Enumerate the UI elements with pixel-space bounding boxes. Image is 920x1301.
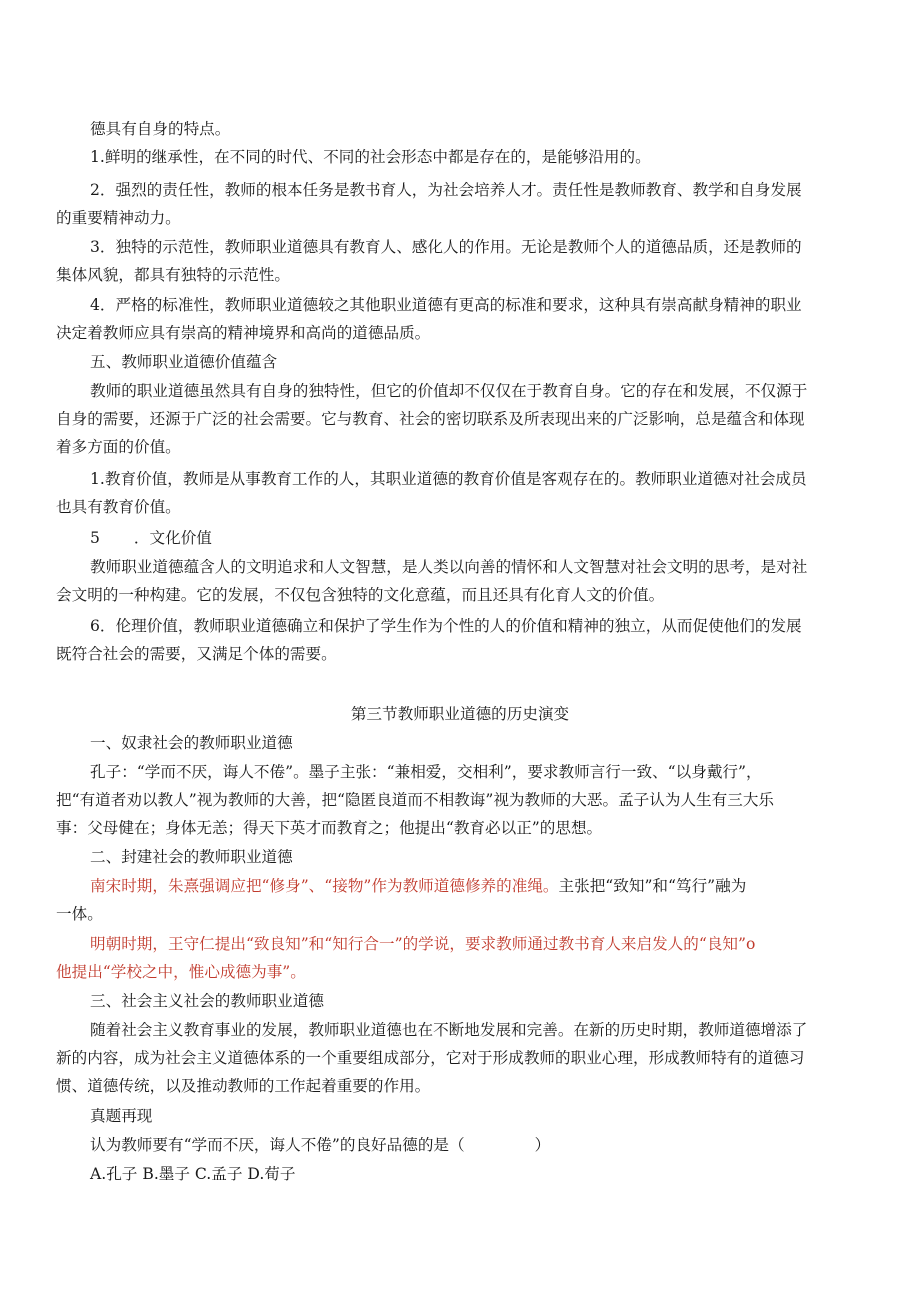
heading-value-culture [56,524,872,552]
paragraph-feature-2 [56,176,872,232]
text-line: 着多方面的价值。 [56,438,181,456]
paragraph-feudal-song [56,872,872,928]
highlighted-text: 明朝时期，王守仁提出“致良知”和“知行合一”的学说，要求教师通过教书育人来启发人的“良知”o [90,935,756,953]
text-segment: 主张把“致知”和“笃行”融为 [558,877,747,895]
text-line: 3．独特的示范性，教师职业道德具有教育人、感化人的作用。无论是教师个人的道德品质，还是教师的 [90,238,802,256]
text-line: 自身的需要，还源于广泛的社会需要。它与教育、社会的密切联系及所表现出来的广泛影响，总是蕴含和体现 [56,410,805,428]
text-line: 孔子：“学而不厌，诲人不倦”。墨子主张：“兼相爱，交相利”，要求教师言行一致、“以身戴行”， [90,763,762,781]
text-line: 惯、道德传统，以及推动教师的工作起着重要的作用。 [56,1077,431,1095]
section-title: 第三节教师职业道德的历史演变 [350,705,570,723]
paragraph-value-culture [56,553,872,609]
highlighted-text: 他提出“学校之中，惟心成德为事”。 [56,963,306,981]
text-line: 新的内容，成为社会主义道德体系的一个重要组成部分，它对于形成教师的职业心理，形成教师特有的道德习 [56,1049,805,1067]
text-line: A.孔子 B.墨子 C.孟子 D.荀子 [90,1165,296,1183]
heading-value [56,348,872,376]
paragraph-value-intro [56,377,872,461]
text-line: 1.鲜明的继承性，在不同的时代、不同的社会形态中都是存在的，是能够沿用的。 [90,148,651,166]
heading-slavery [56,729,872,757]
question-text: 认为教师要有“学而不厌，诲人不倦”的良好品德的是（ [90,1136,465,1154]
text-line: 五、教师职业道德价值蕴含 [90,353,278,371]
text-line: 会文明的一种构建。它的发展，不仅包含独特的文化意蕴，而且还具有化育人文的价值。 [56,586,665,604]
highlighted-text: 南宋时期，朱熹强调应把“修身”、“接物”作为教师道德修养的准绳。 [90,877,559,895]
heading-socialist [56,987,872,1015]
text-line: 事：父母健在；身体无恙；得天下英才而教育之；他提出“教育必以正”的思想。 [56,819,603,837]
paragraph-value-education [56,465,872,521]
text-line: 2．强烈的责任性，教师的根本任务是教书育人，为社会培养人才。责任性是教师教育、教学和自身发展 [90,181,802,199]
text-line: 教师职业道德蕴含人的文明追求和人文智慧，是人类以向善的情怀和人文智慧对社会文明的思考，是对社 [90,558,808,576]
text-line: 一、奴隶社会的教师职业道德 [90,734,293,752]
heading-feudal [56,843,872,871]
text-line: 既符合社会的需要，又满足个体的需要。 [56,645,337,663]
text-line [56,872,872,900]
paragraph-intro-end [56,115,872,143]
text-line: 教师的职业道德虽然具有自身的独特性，但它的价值却不仅仅在于教育自身。它的存在和发展，不仅源于 [90,382,808,400]
text-line: 集体风貌，都具有独特的示范性。 [56,266,290,284]
text-line: 三、社会主义社会的教师职业道德 [90,992,324,1010]
text-line: 决定着教师应具有崇高的精神境界和高尚的道德品质。 [56,324,431,342]
paragraph-feature-3 [56,233,872,289]
text-line: 的重要精神动力。 [56,209,181,227]
text-line: 4．严格的标准性，教师职业道德较之其他职业道德有更高的标准和要求，这种具有崇高献身精神的职业 [90,296,802,314]
paragraph-feature-4 [56,291,872,347]
text-line: 也具有教育价值。 [56,498,181,516]
text-line [56,524,872,552]
text-line: 1.教育价值，教师是从事教育工作的人，其职业道德的教育价值是客观存在的。教师职业道德对社会成员 [90,470,807,488]
list-text: ．文化价值 [133,529,212,547]
paragraph-feature-1 [56,143,872,171]
text-line: 6．伦理价值，教师职业道德确立和保护了学生作为个性的人的价值和精神的独立，从而促使他们的发展 [90,617,802,635]
text-line [56,1131,872,1159]
paragraph-value-ethics [56,612,872,668]
exam-question [56,1131,872,1159]
list-number: 5 [90,529,100,547]
heading-exam [56,1102,872,1130]
exam-options [56,1160,872,1188]
text-line: 把“有道者劝以教人”视为教师的大善，把“隐匿良道而不相教诲”视为教师的大恶。孟子认为人生有三大乐 [56,791,775,809]
paragraph-feudal-ming [56,930,872,986]
text-line: 随着社会主义教育事业的发展，教师职业道德也在不断地发展和完善。在新的历史时期，教师道德增添了 [90,1021,808,1039]
text-line: 真题再现 [90,1107,153,1125]
paragraph-socialist [56,1016,872,1100]
text-line: 一体。 [56,905,103,923]
text-line: 二、封建社会的教师职业道德 [90,848,293,866]
paragraph-slavery [56,758,872,842]
text-line: 德具有自身的特点。 [90,120,231,138]
answer-bracket: ） [534,1136,551,1154]
